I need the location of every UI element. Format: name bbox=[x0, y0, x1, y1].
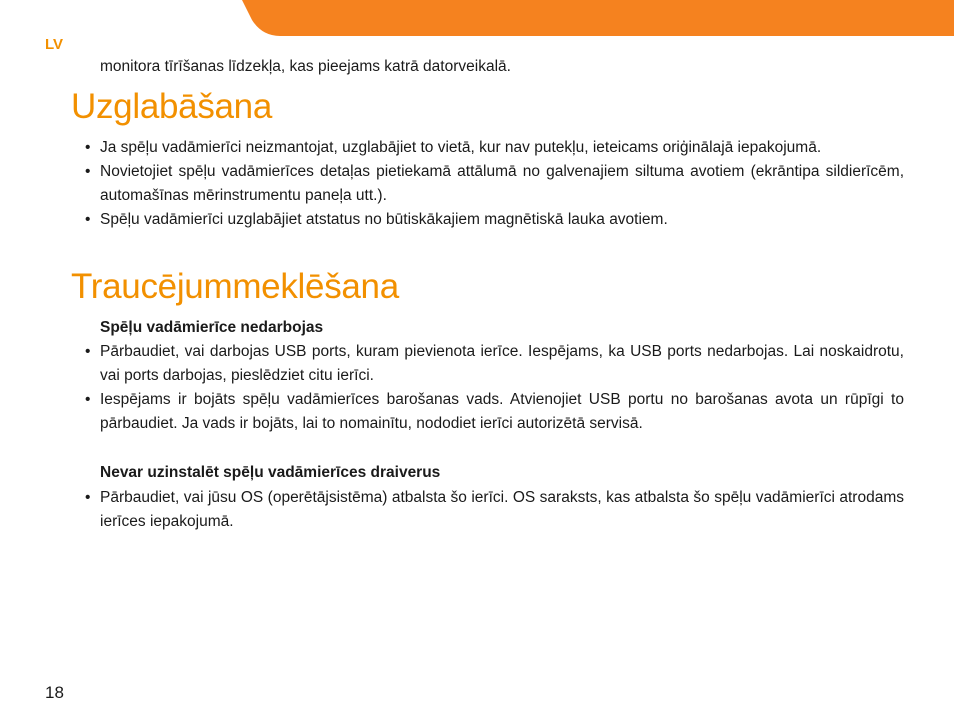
list-item: • Spēļu vadāmierīci uzglabājiet atstatus no būtiskākajiem magnētiskā lauka avotiem. bbox=[100, 208, 904, 232]
troubleshooting-heading: Traucējummeklēšana bbox=[71, 267, 399, 306]
list-item: • Iespējams ir bojāts spēļu vadāmierīces barošanas vads. Atvienojiet USB portu no barošanas avota un rūpīgi to pārbaudiet. Ja vads ir bojāts, lai to nomainītu, nododiet ierīci autorizētā servisā. bbox=[100, 388, 904, 436]
not-working-list bbox=[100, 340, 904, 436]
list-item: • Pārbaudiet, vai jūsu OS (operētājsistēma) atbalsta šo ierīci. OS saraksts, kas atbalsta šo spēļu vadāmierīci atrodams ierīces iepakojumā. bbox=[100, 486, 904, 534]
header-banner bbox=[0, 0, 954, 36]
storage-heading: Uzglabāšana bbox=[71, 87, 273, 126]
subheading-drivers: Nevar uzinstalēt spēļu vadāmierīces draiverus bbox=[100, 464, 441, 481]
list-item: • Novietojiet spēļu vadāmierīces detaļas pietiekamā attālumā no galvenajiem siltuma avotiem (ekrāntipa sildierīcēm, automašīnas mērinstrumentu paneļa utt.). bbox=[100, 160, 904, 208]
page-number: 18 bbox=[45, 683, 64, 702]
language-code: LV bbox=[45, 36, 64, 53]
intro-text: monitora tīrīšanas līdzekļa, kas pieejams katrā datorveikalā. bbox=[100, 58, 511, 75]
storage-list bbox=[100, 136, 904, 232]
drivers-list bbox=[100, 486, 904, 534]
subheading-not-working: Spēļu vadāmierīce nedarbojas bbox=[100, 319, 324, 336]
list-item: • Pārbaudiet, vai darbojas USB ports, kuram pievienota ierīce. Iespējams, ka USB ports nedarbojas. Lai noskaidrotu, vai ports darbojas, pieslēdziet citu ierīci. bbox=[100, 340, 904, 388]
list-item: • Ja spēļu vadāmierīci neizmantojat, uzglabājiet to vietā, kur nav putekļu, ieteicams oriģinālajā iepakojumā. bbox=[100, 136, 904, 160]
